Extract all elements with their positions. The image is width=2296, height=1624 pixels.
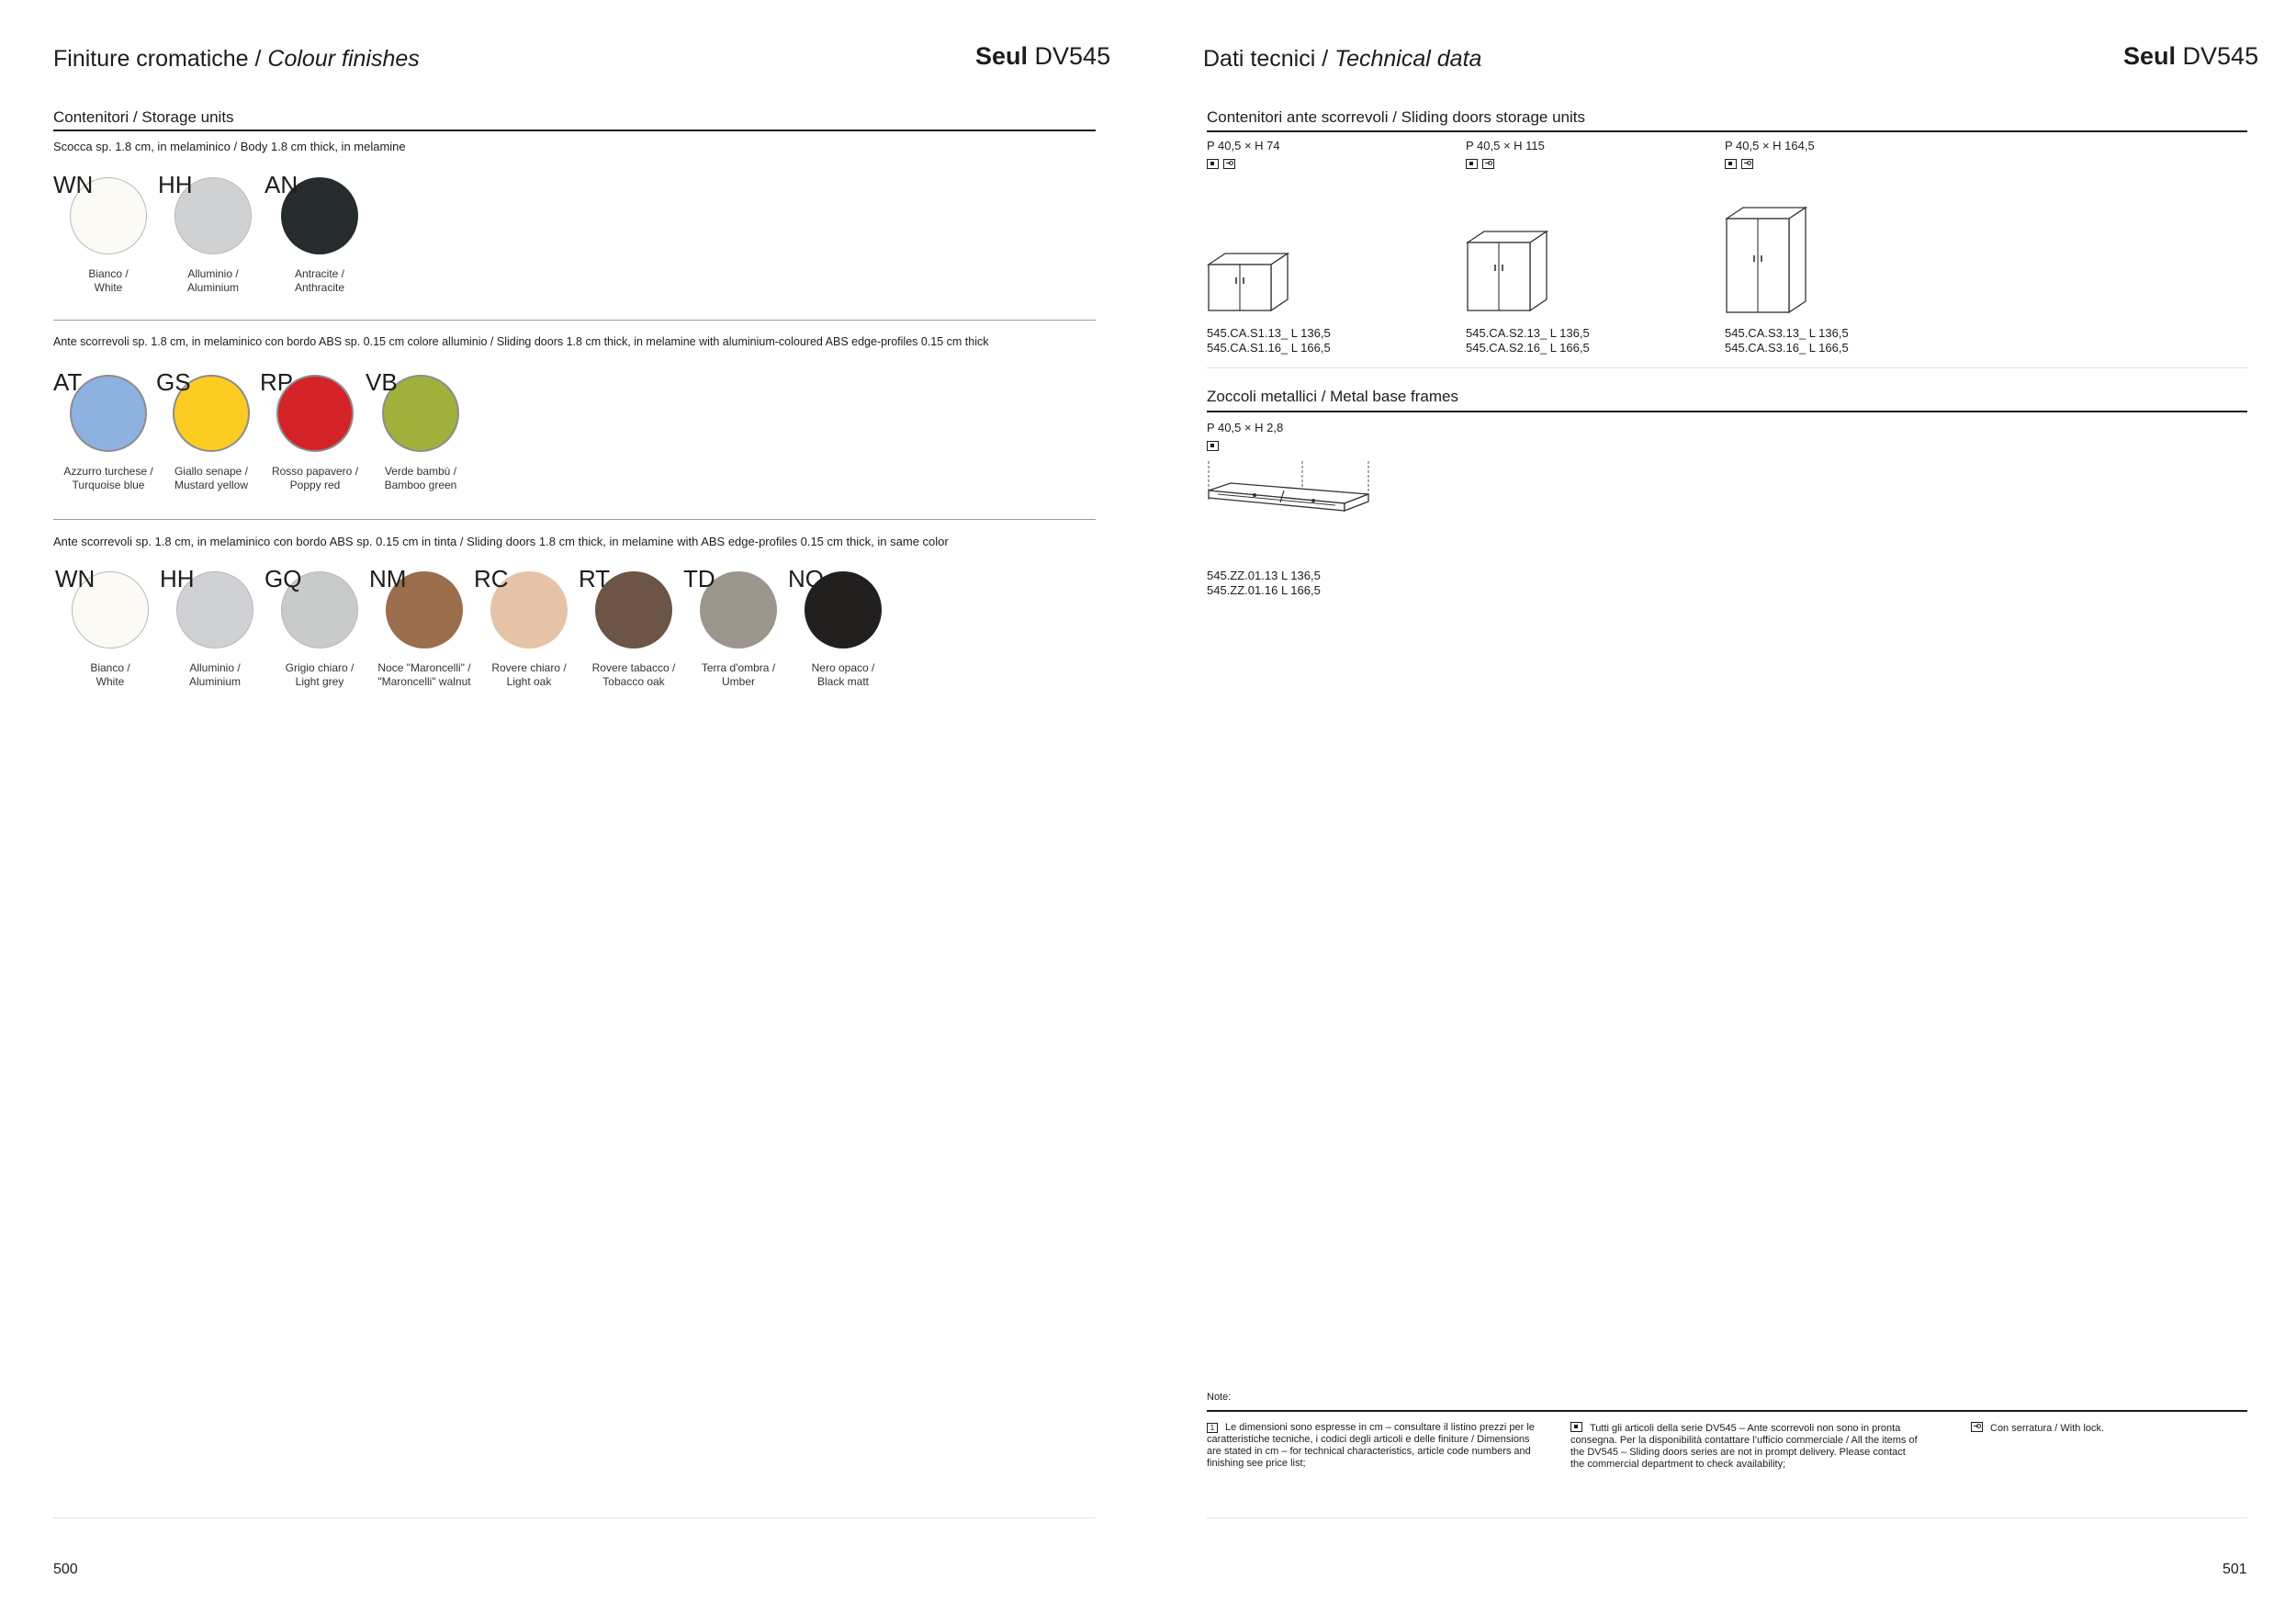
notes-rule — [1207, 1410, 2247, 1412]
swatch-name-it: Rovere chiaro / — [491, 661, 567, 674]
title-it: Dati tecnici / — [1203, 46, 1335, 72]
note-availability — [1570, 1422, 1919, 1471]
storage-section-title: Contenitori ante scorrevoli / Sliding doors storage units — [1207, 108, 1585, 126]
footer-rule — [1207, 1517, 2247, 1518]
swatch-name-en: Umber — [721, 675, 755, 688]
note-text: Con serratura / With lock. — [1990, 1423, 2105, 1434]
swatch-code: RP — [260, 368, 294, 396]
group-subtitle: Ante scorrevoli sp. 1.8 cm, in melaminico con bordo ABS sp. 0.15 cm colore alluminio / Sliding doors 1.8 cm thick, in melamine with aluminium-coloured ABS edge-profiles 0.15 cm thick — [53, 335, 989, 348]
lock-icon — [1223, 159, 1235, 169]
swatch-code: WN — [53, 171, 94, 198]
swatch-name-it: Rovere tabacco / — [591, 661, 676, 674]
swatch-name-it: Terra d'ombra / — [701, 661, 776, 674]
section-divider — [1207, 367, 2247, 368]
swatch-name-en: White — [96, 675, 125, 688]
brand-name: Seul — [2123, 42, 2177, 70]
item-code: 545.CA.S1.16_ L 166,5 — [1207, 341, 1331, 355]
item-dimensions: P 40,5 × H 74 — [1207, 139, 1280, 152]
swatch-name-en: Anthracite — [294, 281, 345, 294]
swatch-code: WN — [55, 565, 96, 592]
not-in-stock-icon — [1570, 1422, 1582, 1432]
group-divider — [53, 519, 1096, 520]
brand-model: DV545 — [2176, 42, 2259, 70]
storage-unit-low-drawing — [1205, 250, 1297, 316]
swatch-name-en: Light oak — [506, 675, 552, 688]
note-text: Tutti gli articoli della serie DV545 – Ante scorrevoli non sono in pronta consegna. Per la disponibilità contattare l’ufficio commerciale / All the items of the DV545 – Sliding doors series are not in prompt delivery. Please contact the commercial department to check availability; — [1570, 1423, 1918, 1470]
base-icons — [1207, 441, 1219, 451]
note-lock — [1971, 1422, 2155, 1435]
brand-header — [975, 42, 1110, 71]
swatch-name-en: Mustard yellow — [174, 479, 249, 491]
base-codes — [1207, 569, 1321, 598]
swatch-name-en: "Maroncelli" walnut — [377, 675, 471, 688]
item-code: 545.CA.S3.13_ L 136,5 — [1725, 326, 1849, 340]
base-code: 545.ZZ.01.16 L 166,5 — [1207, 583, 1321, 597]
bases-section-title: Zoccoli metallici / Metal base frames — [1207, 388, 1458, 405]
not-in-stock-icon — [1207, 159, 1219, 169]
title-it: Finiture cromatiche / — [53, 46, 268, 72]
notes-label: Note: — [1207, 1392, 1232, 1403]
brand-model: DV545 — [1028, 42, 1111, 70]
brand-name: Seul — [975, 42, 1029, 70]
swatch-code: HH — [160, 565, 195, 592]
swatch-name-en: Light grey — [295, 675, 344, 688]
item-icons — [1466, 159, 1494, 169]
swatch-caption — [779, 661, 907, 689]
swatch-caption — [255, 267, 384, 295]
section-rule — [1207, 411, 2247, 412]
item-code: 545.CA.S2.13_ L 136,5 — [1466, 326, 1590, 340]
swatch-name-it: Bianco / — [90, 661, 130, 674]
swatch-name-en: White — [94, 281, 123, 294]
lock-icon — [1741, 159, 1753, 169]
page-number: 500 — [53, 1562, 78, 1577]
item-code: 545.CA.S1.13_ L 136,5 — [1207, 326, 1331, 340]
page-title — [1203, 46, 1481, 73]
swatch-code: GS — [156, 368, 191, 396]
swatch-name-it: Nero opaco / — [811, 661, 875, 674]
not-in-stock-icon — [1466, 159, 1478, 169]
item-codes — [1466, 326, 1590, 355]
swatch-name-it: Antracite / — [294, 267, 345, 280]
swatch-name-it: Rosso papavero / — [271, 465, 359, 478]
section-title: Contenitori / Storage units — [53, 108, 234, 126]
group-subtitle: Ante scorrevoli sp. 1.8 cm, in melaminico con bordo ABS sp. 0.15 cm in tinta / Sliding doors 1.8 cm thick, in melamine with ABS edge-profiles 0.15 cm thick, in same color — [53, 535, 949, 548]
lock-icon — [1482, 159, 1494, 169]
swatch-name-en: Turquoise blue — [72, 479, 145, 491]
note-number-badge: 1 — [1207, 1423, 1218, 1433]
storage-unit-tall-drawing — [1723, 204, 1815, 318]
page-number: 501 — [2223, 1562, 2247, 1577]
title-en: Colour finishes — [267, 46, 420, 72]
right-page — [1148, 0, 2296, 1624]
not-in-stock-icon — [1725, 159, 1737, 169]
section-rule — [1207, 130, 2247, 132]
swatch-code: GQ — [264, 565, 302, 592]
swatch-name-it: Azzurro turchese / — [63, 465, 153, 478]
title-en: Technical data — [1334, 46, 1482, 72]
lock-icon — [1971, 1422, 1983, 1432]
swatch-caption — [356, 465, 485, 492]
swatch-code: TD — [683, 565, 715, 592]
swatch-name-it: Alluminio / — [189, 661, 241, 674]
item-codes — [1725, 326, 1849, 355]
swatch-name-en: Poppy red — [289, 479, 341, 491]
swatch-name-it: Noce "Maroncelli" / — [377, 661, 471, 674]
note-text: Le dimensioni sono espresse in cm – consultare il listino prezzi per le caratteristiche tecniche, i codici degli articoli e delle finiture / Dimensions are stated in cm – for technical characteristics, article code numbers and finishing see price list; — [1207, 1422, 1535, 1469]
swatch-name-en: Black matt — [816, 675, 869, 688]
swatch-code: RT — [579, 565, 611, 592]
item-codes — [1207, 326, 1331, 355]
page-title — [53, 46, 420, 73]
base-dimensions: P 40,5 × H 2,8 — [1207, 421, 1284, 434]
brand-header — [2123, 42, 2258, 71]
swatch-code: AT — [53, 368, 83, 396]
item-icons — [1207, 159, 1235, 169]
note-dimensions — [1207, 1422, 1537, 1470]
swatch-code: HH — [158, 171, 193, 198]
swatch-code: AN — [264, 171, 298, 198]
item-dimensions: P 40,5 × H 164,5 — [1725, 139, 1815, 152]
section-rule — [53, 130, 1096, 131]
item-icons — [1725, 159, 1753, 169]
item-dimensions: P 40,5 × H 115 — [1466, 139, 1545, 152]
swatch-name-it: Verde bambù / — [384, 465, 457, 478]
swatch-name-en: Tobacco oak — [602, 675, 665, 688]
swatch-code: NO — [788, 565, 824, 592]
storage-unit-medium-drawing — [1464, 228, 1556, 316]
item-code: 545.CA.S2.16_ L 166,5 — [1466, 341, 1590, 355]
swatch-name-en: Aluminium — [186, 281, 239, 294]
swatch-code: NM — [369, 565, 407, 592]
base-code: 545.ZZ.01.13 L 136,5 — [1207, 569, 1321, 582]
swatch-name-it: Giallo senape / — [174, 465, 249, 478]
not-in-stock-icon — [1207, 441, 1219, 451]
swatch-name-it: Grigio chiaro / — [285, 661, 355, 674]
item-code: 545.CA.S3.16_ L 166,5 — [1725, 341, 1849, 355]
swatch-code: RC — [474, 565, 509, 592]
group-subtitle: Scocca sp. 1.8 cm, in melaminico / Body 1.8 cm thick, in melamine — [53, 140, 406, 153]
swatch-name-it: Bianco / — [88, 267, 129, 280]
group-divider — [53, 320, 1096, 321]
swatch-name-en: Bamboo green — [384, 479, 457, 491]
swatch-name-it: Alluminio / — [187, 267, 239, 280]
footer-rule — [53, 1517, 1096, 1518]
swatch-name-en: Aluminium — [188, 675, 241, 688]
metal-base-frame-drawing — [1205, 459, 1370, 533]
swatch-code: VB — [366, 368, 398, 396]
